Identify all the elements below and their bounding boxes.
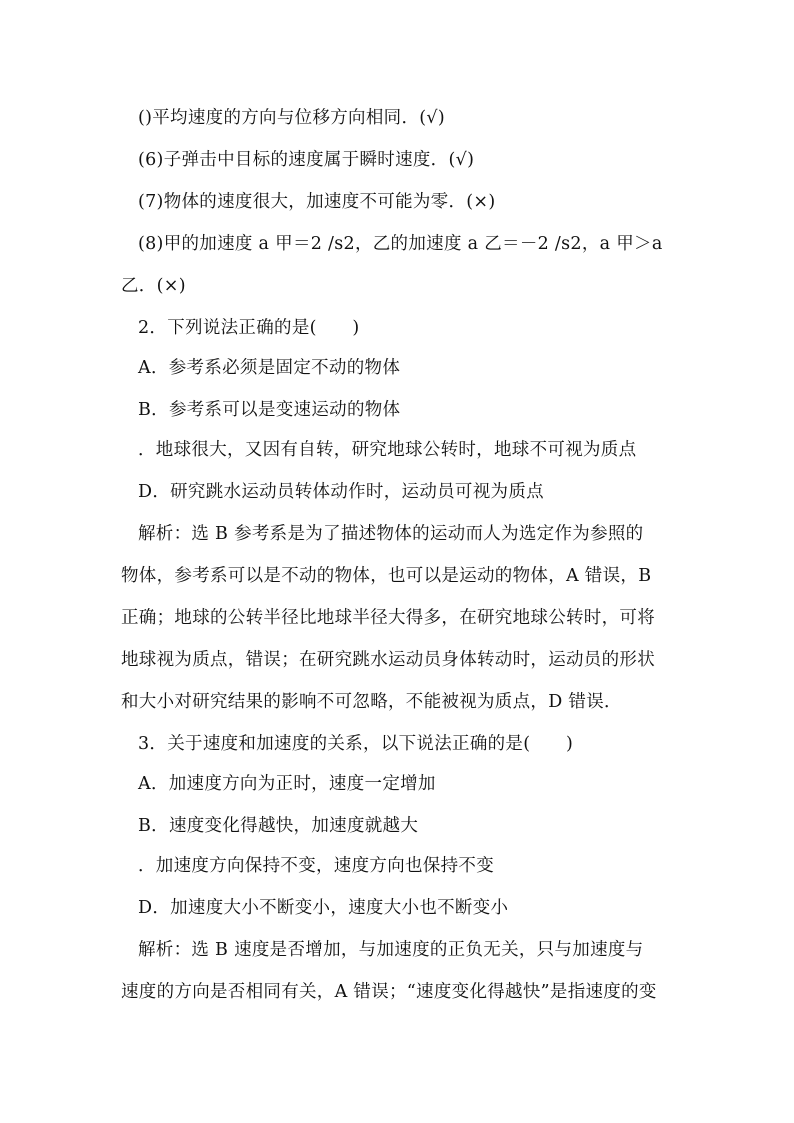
question-3-stem: 3．关于速度和加速度的关系，以下说法正确的是( ) bbox=[138, 734, 574, 754]
question-3-option-b: B．速度变化得越快，加速度就越大 bbox=[138, 816, 419, 836]
question-2-analysis-line-4: 地球视为质点，错误；在研究跳水运动员身体转动时，运动员的形状 bbox=[121, 650, 655, 670]
question-2-option-d: D．研究跳水运动员转体动作时，运动员可视为质点 bbox=[138, 482, 544, 502]
statement-5-line: ()平均速度的方向与位移方向相同．(√) bbox=[138, 108, 445, 128]
question-3-option-c: ．加速度方向保持不变，速度方向也保持不变 bbox=[138, 856, 494, 876]
question-3-option-a: A．加速度方向为正时，速度一定增加 bbox=[138, 774, 436, 794]
question-2-option-b: B．参考系可以是变速运动的物体 bbox=[138, 400, 401, 420]
question-3-option-d: D．加速度大小不断变小，速度大小也不断变小 bbox=[138, 898, 509, 918]
statement-8-continuation: 乙．(×) bbox=[121, 276, 186, 296]
question-2-analysis-line-3: 正确；地球的公转半径比地球半径大得多，在研究地球公转时，可将 bbox=[121, 608, 655, 628]
question-3-analysis-line-2: 速度的方向是否相同有关，A 错误；“速度变化得越快”是指速度的变 bbox=[121, 982, 657, 1002]
statement-7-line: (7)物体的速度很大，加速度不可能为零．(×) bbox=[138, 192, 496, 212]
question-2-analysis-line-2: 物体，参考系可以是不动的物体，也可以是运动的物体，A 错误，B bbox=[121, 566, 652, 586]
question-3-analysis-line-1: 解析：选 B 速度是否增加，与加速度的正负无关，只与加速度与 bbox=[138, 940, 644, 960]
question-2-analysis-line-1: 解析：选 B 参考系是为了描述物体的运动而人为选定作为参照的 bbox=[138, 524, 644, 544]
question-2-stem: 2．下列说法正确的是( ) bbox=[138, 318, 360, 338]
statement-6-line: (6)子弹击中目标的速度属于瞬时速度．(√) bbox=[138, 150, 475, 170]
question-2-option-a: A．参考系必须是固定不动的物体 bbox=[138, 358, 401, 378]
question-2-option-c: ．地球很大，又因有自转，研究地球公转时，地球不可视为质点 bbox=[138, 440, 637, 460]
question-2-analysis-line-5: 和大小对研究结果的影响不可忽略，不能被视为质点，D 错误． bbox=[121, 692, 622, 712]
statement-8-line: (8)甲的加速度 a 甲＝2 /s2，乙的加速度 a 乙＝－2 /s2，a 甲＞a bbox=[138, 234, 663, 254]
